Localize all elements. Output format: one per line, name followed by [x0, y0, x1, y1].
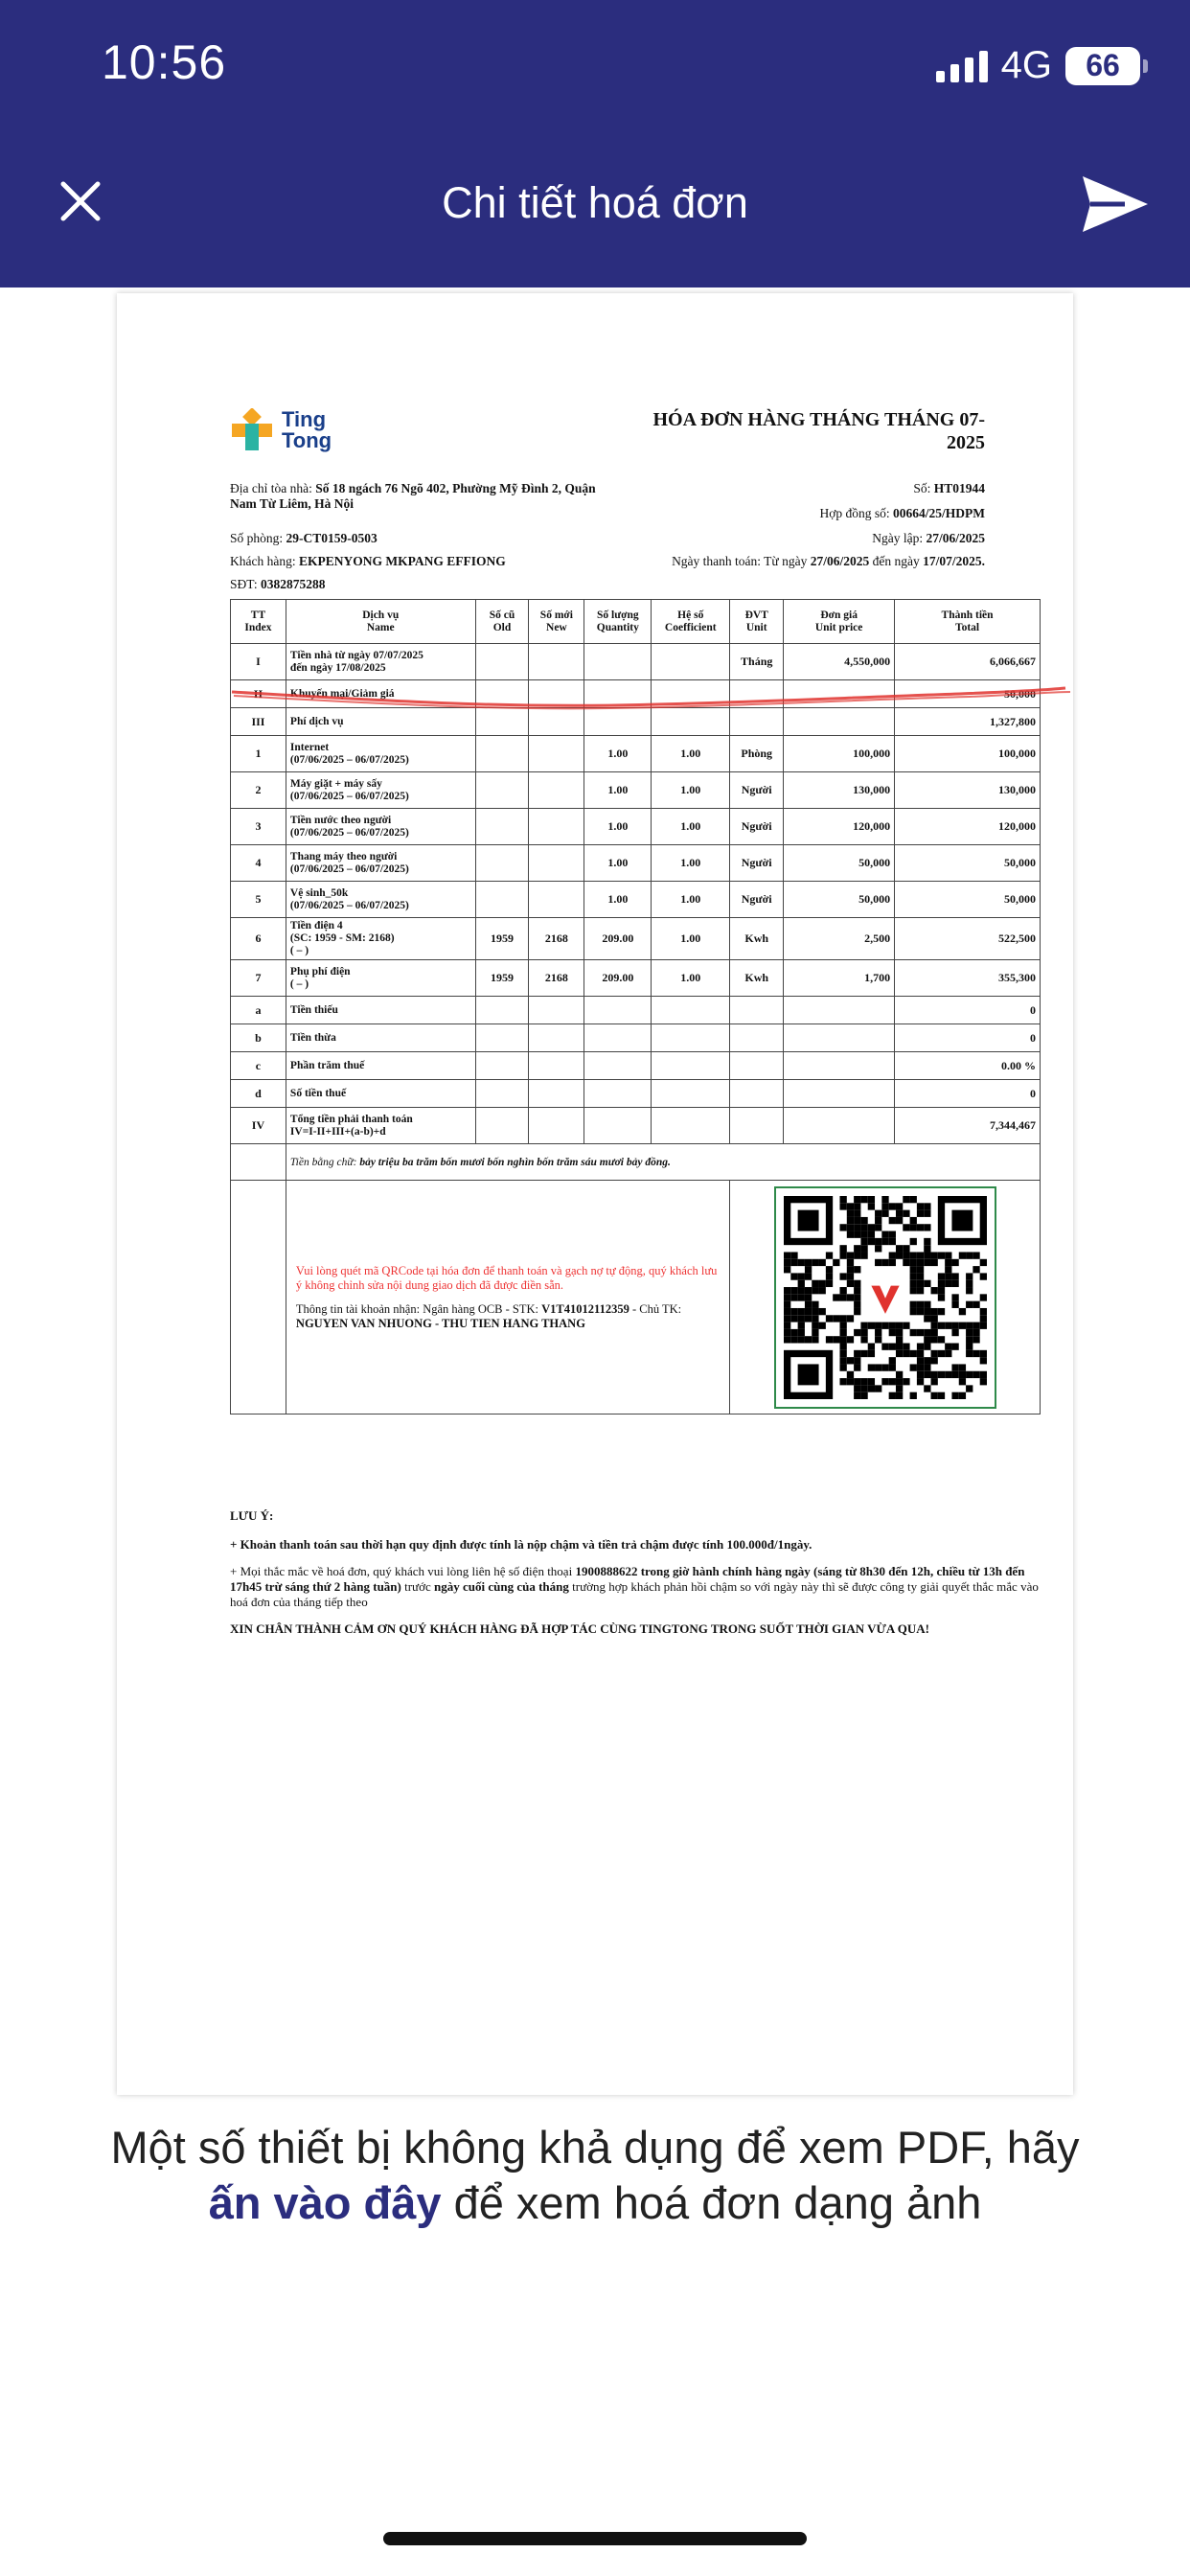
contract-label: Hợp đồng số:	[819, 506, 890, 520]
cell-price	[784, 1024, 895, 1052]
cell-old	[475, 680, 529, 708]
table-row	[231, 882, 1041, 918]
table-row	[231, 845, 1041, 882]
qr-instruction: Vui lòng quét mã QRCode tại hóa đơn để thanh toán và gạch nợ tự động, quý khách lưu ý không chỉnh sửa nội dung giao dịch đã được điền sẵn.	[295, 1263, 718, 1292]
payment-info-row	[231, 1181, 1041, 1414]
cell-name	[286, 1108, 475, 1144]
thanks-message: XIN CHÂN THÀNH CẢM ƠN QUÝ KHÁCH HÀNG ĐÃ HỢP TÁC CÙNG TINGTONG TRONG SUỐT THỜI GIAN VỪA QUA!	[230, 1622, 930, 1636]
qr-code-icon	[784, 1196, 987, 1399]
table-row	[231, 680, 1041, 708]
cell-idx: 7	[231, 960, 286, 997]
cell-total: 50,000	[895, 882, 1041, 918]
signal-icon	[936, 50, 988, 82]
cell-unit: Tháng	[730, 644, 784, 680]
network-type: 4G	[1000, 44, 1052, 86]
service-name: Số tiền thuế	[289, 1087, 347, 1099]
room-value: 29-CT0159-0503	[286, 531, 378, 545]
cell-idx: d	[231, 1080, 286, 1108]
cell-unit	[730, 680, 784, 708]
cell-new	[529, 708, 584, 736]
send-icon	[1077, 171, 1154, 238]
logo-text-1: Ting	[282, 407, 327, 431]
cell-total: 130,000	[895, 772, 1041, 809]
cell-unit: Người	[730, 845, 784, 882]
table-row	[231, 1108, 1041, 1144]
column-header-en: Unit price	[814, 621, 863, 633]
page-title: Chi tiết hoá đơn	[442, 178, 748, 227]
column-header	[730, 600, 784, 644]
cell-name	[286, 1052, 475, 1080]
cell-new	[529, 997, 584, 1024]
cell-name	[286, 1080, 475, 1108]
cell-qty	[584, 1024, 652, 1052]
column-header-en: Index	[244, 621, 272, 633]
service-name: Phụ phí điện	[289, 965, 351, 978]
column-header-en: New	[546, 621, 567, 633]
table-row	[231, 772, 1041, 809]
service-name: Tiền thiếu	[289, 1003, 338, 1016]
hint-text-before: Một số thiết bị không khả dụng để xem PDF, hãy	[110, 2122, 1080, 2173]
cell-coef	[652, 1052, 730, 1080]
amount-in-words-row	[231, 1144, 1041, 1181]
cell-coef: 1.00	[652, 736, 730, 772]
pay-from: 27/06/2025	[810, 554, 870, 568]
table-row	[231, 997, 1041, 1024]
column-header-vi: Thành tiền	[941, 609, 994, 621]
cell-qty: 1.00	[584, 809, 652, 845]
cell-qty: 1.00	[584, 736, 652, 772]
cell-total: 0.00 %	[895, 1052, 1041, 1080]
note-contact-a: + Mọi thắc mắc về hoá đơn, quý khách vui lòng liên hệ số điện thoại	[230, 1564, 573, 1578]
address-value-2: Nam Từ Liêm, Hà Nội	[230, 496, 354, 511]
cell-idx: 3	[231, 809, 286, 845]
battery-level: 66	[1086, 48, 1120, 82]
view-image-link[interactable]: ấn vào đây	[208, 2177, 442, 2228]
cell-price: 100,000	[784, 736, 895, 772]
cell-unit: Kwh	[730, 960, 784, 997]
cell-price	[784, 1080, 895, 1108]
cell-idx: c	[231, 1052, 286, 1080]
table-row	[231, 708, 1041, 736]
cell-qty	[584, 997, 652, 1024]
cell-unit	[730, 1052, 784, 1080]
amount-in-words	[286, 1144, 1040, 1181]
column-header-en: Total	[954, 621, 980, 633]
customer-value: EKPENYONG MKPANG EFFIONG	[298, 554, 506, 568]
cell-coef: 1.00	[652, 845, 730, 882]
service-name: Máy giặt + máy sấy	[289, 777, 382, 790]
logo-icon	[230, 408, 274, 452]
invoice-number	[913, 481, 985, 496]
cell-unit: Người	[730, 882, 784, 918]
column-header-en: Unit	[745, 621, 767, 633]
account-number: V1T41012112359	[541, 1301, 629, 1316]
column-header	[895, 600, 1041, 644]
pdf-fallback-hint	[38, 2120, 1152, 2231]
service-name2: (07/06/2025 – 06/07/2025)	[289, 826, 409, 839]
cell-name	[286, 845, 475, 882]
cell-unit: Người	[730, 809, 784, 845]
cell-name	[286, 772, 475, 809]
battery-icon	[1065, 47, 1140, 85]
service-name2: (07/06/2025 – 06/07/2025)	[289, 862, 409, 875]
cell-coef	[652, 997, 730, 1024]
service-name: Tổng tiền phải thanh toán	[289, 1113, 413, 1125]
words-value: bảy triệu ba trăm bốn mươi bốn nghìn bốn trăm sáu mươi bảy đồng.	[359, 1156, 671, 1168]
cell-total: 0	[895, 1024, 1041, 1052]
cell-price	[784, 997, 895, 1024]
cell-new	[529, 809, 584, 845]
column-header-vi: Số cũ	[489, 609, 515, 621]
cell-unit	[730, 997, 784, 1024]
cell-old	[475, 1080, 529, 1108]
cell-idx: III	[231, 708, 286, 736]
status-indicators	[936, 44, 1140, 87]
cell-qty	[584, 1052, 652, 1080]
table-row	[231, 918, 1041, 960]
column-header-vi: Hệ số	[677, 609, 704, 621]
cell-new	[529, 845, 584, 882]
service-name: Tiền nước theo người	[289, 814, 392, 826]
pay-to: 17/07/2025.	[923, 554, 985, 568]
qr-cell	[730, 1181, 1041, 1414]
service-name2: ( – )	[289, 978, 309, 990]
address	[230, 481, 728, 512]
cell-new	[529, 736, 584, 772]
cell-old	[475, 708, 529, 736]
column-header-vi: Số lượng	[596, 609, 639, 621]
created-date	[872, 531, 985, 546]
cell-new	[529, 882, 584, 918]
notes-section	[230, 1508, 1041, 1648]
cell-idx: IV	[231, 1108, 286, 1144]
cell-qty: 1.00	[584, 772, 652, 809]
cell-coef: 1.00	[652, 809, 730, 845]
cell-qty	[584, 708, 652, 736]
logo-text-2: Tong	[282, 428, 332, 452]
invoice-title	[602, 408, 985, 454]
account-info-label: Thông tin tài khoản nhận: Ngân hàng OCB - STK:	[295, 1301, 539, 1316]
invoice-title-line2: 2025	[947, 432, 985, 453]
account-holder: NGUYEN VAN NHUONG - THU TIEN HANG THANG	[295, 1316, 585, 1330]
account-holder-label: - Chủ TK:	[631, 1301, 682, 1316]
cell-old: 1959	[475, 960, 529, 997]
cell-idx: 6	[231, 918, 286, 960]
cell-new	[529, 644, 584, 680]
cell-qty: 1.00	[584, 845, 652, 882]
cell-unit	[730, 1108, 784, 1144]
cell-total: 50,000	[895, 680, 1041, 708]
cell-coef	[652, 680, 730, 708]
cell-new	[529, 680, 584, 708]
cell-price	[784, 1052, 895, 1080]
cell-price	[784, 1108, 895, 1144]
service-name: Thang máy theo người	[289, 850, 398, 862]
cell-qty: 209.00	[584, 918, 652, 960]
cell-total: 1,327,800	[895, 708, 1041, 736]
column-header-vi: Số mới	[539, 609, 573, 621]
number-label: Số:	[913, 481, 931, 495]
cell-new	[529, 772, 584, 809]
cell-unit	[730, 1024, 784, 1052]
cell-old	[475, 882, 529, 918]
pdf-page	[117, 293, 1073, 2095]
cell-name	[286, 997, 475, 1024]
table-row	[231, 1052, 1041, 1080]
cell-qty: 1.00	[584, 882, 652, 918]
customer-label: Khách hàng:	[230, 554, 296, 568]
note-contact-d: ngày cuối cùng của tháng	[434, 1579, 569, 1594]
cell-price: 120,000	[784, 809, 895, 845]
cell-new	[529, 1080, 584, 1108]
cell-price: 1,700	[784, 960, 895, 997]
pay-mid: đến ngày	[872, 554, 920, 568]
status-time: 10:56	[102, 35, 227, 89]
cell-total: 120,000	[895, 809, 1041, 845]
cell-unit: Phòng	[730, 736, 784, 772]
cell-old	[475, 772, 529, 809]
cell-old	[475, 1052, 529, 1080]
cell-name	[286, 809, 475, 845]
cell-idx: 2	[231, 772, 286, 809]
contract-value: 00664/25/HDPM	[893, 506, 985, 520]
cell-new	[529, 1108, 584, 1144]
cell-old	[475, 997, 529, 1024]
phone-value: 0382875288	[260, 577, 326, 591]
cell-old	[475, 736, 529, 772]
note-contact-e: trường hợp khách phản hồi chậm so với ngày này thì sẽ được công ty giải quyết thắc mắc vào hoá đơn của tháng tiếp theo	[230, 1579, 1039, 1609]
cell-idx: b	[231, 1024, 286, 1052]
room-label: Số phòng:	[230, 531, 284, 545]
phone	[230, 577, 325, 592]
cell-old	[475, 644, 529, 680]
service-name: Vệ sinh_50k	[289, 886, 349, 899]
cell-coef: 1.00	[652, 882, 730, 918]
table-row	[231, 1080, 1041, 1108]
cell-total: 0	[895, 997, 1041, 1024]
cell-unit	[730, 1080, 784, 1108]
service-name2: đến ngày 17/08/2025	[289, 661, 386, 674]
table-row	[231, 736, 1041, 772]
payment-dates	[672, 554, 985, 569]
cell-price: 4,550,000	[784, 644, 895, 680]
table-header	[231, 600, 1041, 644]
pay-label: Ngày thanh toán: Từ ngày	[672, 554, 808, 568]
tingtong-logo	[230, 408, 332, 452]
cell-total: 50,000	[895, 845, 1041, 882]
phone-label: SĐT:	[230, 577, 258, 591]
date-label: Ngày lập:	[872, 531, 924, 545]
cell-name	[286, 1024, 475, 1052]
cell-new	[529, 1052, 584, 1080]
service-name3: ( – )	[289, 945, 309, 956]
cell-name	[286, 736, 475, 772]
service-name: Tiền thừa	[289, 1031, 336, 1044]
cell-qty	[584, 680, 652, 708]
table-row	[231, 960, 1041, 997]
address-label: Địa chỉ tòa nhà:	[230, 481, 312, 495]
cell-idx: 4	[231, 845, 286, 882]
service-name2: (07/06/2025 – 06/07/2025)	[289, 790, 409, 802]
column-header	[475, 600, 529, 644]
column-header	[652, 600, 730, 644]
cell-price: 50,000	[784, 845, 895, 882]
cell-price	[784, 708, 895, 736]
cell-total: 0	[895, 1080, 1041, 1108]
column-header	[286, 600, 475, 644]
cell-qty	[584, 644, 652, 680]
notes-title: LƯU Ý:	[230, 1508, 274, 1523]
service-name: Internet	[289, 741, 330, 753]
cell-unit: Người	[730, 772, 784, 809]
cell-name	[286, 644, 475, 680]
number-value: HT01944	[933, 481, 985, 495]
cell-coef: 1.00	[652, 918, 730, 960]
cell-idx: I	[231, 644, 286, 680]
cell-name	[286, 680, 475, 708]
words-label: Tiền bằng chữ:	[289, 1156, 357, 1168]
cell-price	[784, 680, 895, 708]
service-name: Phí dịch vụ	[289, 715, 344, 727]
cell-old	[475, 809, 529, 845]
cell-name	[286, 882, 475, 918]
cell-old	[475, 1108, 529, 1144]
table-row	[231, 809, 1041, 845]
cell-name	[286, 708, 475, 736]
cell-total: 355,300	[895, 960, 1041, 997]
service-name: Phần trăm thuế	[289, 1059, 365, 1071]
address-value: Số 18 ngách 76 Ngõ 402, Phường Mỹ Đình 2, Quận	[315, 481, 596, 495]
cell-old	[475, 1024, 529, 1052]
note-contact	[230, 1564, 1041, 1610]
service-name2: (SC: 1959 - SM: 2168)	[289, 932, 395, 944]
column-header-vi: ĐVT	[744, 609, 768, 621]
cell-new: 2168	[529, 918, 584, 960]
cell-coef	[652, 1080, 730, 1108]
hint-text-after: để xem hoá đơn dạng ảnh	[453, 2177, 982, 2228]
note-late-payment: + Khoản thanh toán sau thời hạn quy định được tính là nộp chậm và tiền trả chậm được tính 100.000đ/1ngày.	[230, 1537, 812, 1552]
cell-new	[529, 1024, 584, 1052]
service-name2: (07/06/2025 – 06/07/2025)	[289, 753, 409, 766]
pdf-viewer[interactable]	[0, 288, 1190, 2108]
payment-qr-code[interactable]	[774, 1186, 996, 1409]
table-row	[231, 644, 1041, 680]
table-row	[231, 1024, 1041, 1052]
column-header-en: Old	[492, 621, 512, 633]
cell-coef	[652, 644, 730, 680]
cell-total: 6,066,667	[895, 644, 1041, 680]
cell-idx: 5	[231, 882, 286, 918]
invoice-table	[230, 599, 1041, 1414]
contract-number	[819, 506, 985, 521]
column-header	[784, 600, 895, 644]
invoice-title-line1: HÓA ĐƠN HÀNG THÁNG THÁNG 07-	[652, 409, 985, 430]
cell-price: 2,500	[784, 918, 895, 960]
service-name: Tiền điện 4	[289, 920, 343, 932]
cell-idx: II	[231, 680, 286, 708]
service-name: Tiền nhà từ ngày 07/07/2025	[289, 649, 423, 661]
cell-name	[286, 918, 475, 960]
column-header	[231, 600, 286, 644]
service-name2: (07/06/2025 – 06/07/2025)	[289, 899, 409, 911]
column-header-vi: Đơn giá	[820, 609, 858, 621]
cell-coef: 1.00	[652, 960, 730, 997]
cell-old: 1959	[475, 918, 529, 960]
column-header	[529, 600, 584, 644]
home-indicator	[383, 2532, 807, 2545]
customer	[230, 554, 506, 569]
date-value: 27/06/2025	[926, 531, 985, 545]
cell-price: 50,000	[784, 882, 895, 918]
cell-coef	[652, 1024, 730, 1052]
room-number	[230, 531, 378, 546]
cell-qty	[584, 1108, 652, 1144]
note-contact-c: trước	[404, 1579, 431, 1594]
column-header-vi: Dịch vụ	[362, 609, 400, 621]
service-name: Khuyến mại/Giảm giá	[289, 687, 395, 700]
app-bar	[0, 0, 1190, 288]
column-header	[584, 600, 652, 644]
cell-unit	[730, 708, 784, 736]
cell-total: 100,000	[895, 736, 1041, 772]
cell-qty: 209.00	[584, 960, 652, 997]
cell-name	[286, 960, 475, 997]
column-header-en: Name	[366, 621, 395, 633]
cell-unit: Kwh	[730, 918, 784, 960]
cell-coef	[652, 1108, 730, 1144]
cell-total: 522,500	[895, 918, 1041, 960]
column-header-en: Quantity	[596, 621, 639, 633]
note-contact-b: 1900888622 trong giờ hành chính hàng ngày (sáng từ 8h30 đến 12h, chiều từ 13h đến 17h45 trừ sáng thứ 2 hàng tuần)	[230, 1564, 1025, 1594]
service-name2: IV=I-II+III+(a-b)+d	[289, 1125, 386, 1138]
column-header-vi: TT	[250, 609, 266, 621]
cell-price: 130,000	[784, 772, 895, 809]
cell-idx: a	[231, 997, 286, 1024]
account-info	[296, 1302, 720, 1331]
payment-instructions	[286, 1181, 729, 1414]
cell-old	[475, 845, 529, 882]
cell-idx: 1	[231, 736, 286, 772]
cell-new: 2168	[529, 960, 584, 997]
cell-coef	[652, 708, 730, 736]
cell-qty	[584, 1080, 652, 1108]
send-button[interactable]	[1077, 171, 1154, 238]
cell-total: 7,344,467	[895, 1108, 1041, 1144]
column-header-en: Coefficient	[664, 621, 717, 633]
cell-coef: 1.00	[652, 772, 730, 809]
